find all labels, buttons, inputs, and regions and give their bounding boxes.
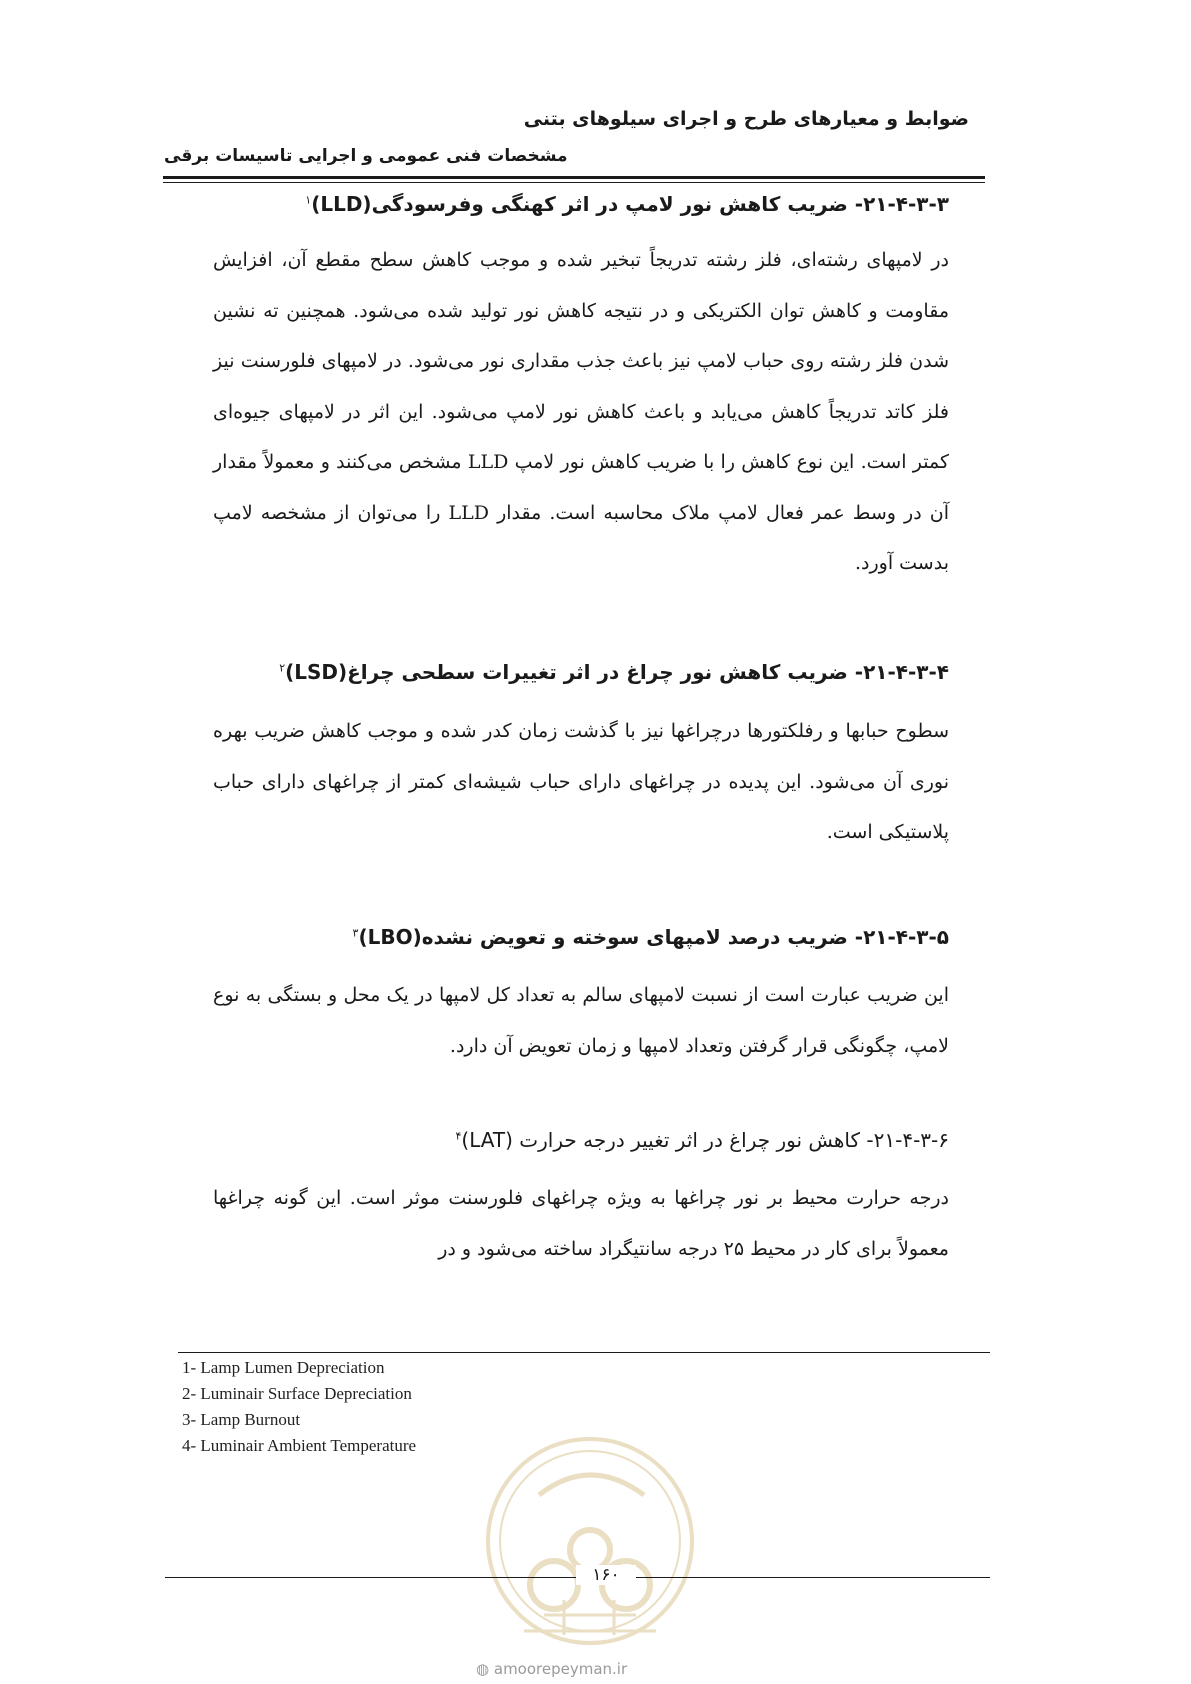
section-heading-text: ۲۱-۴-۳-۴- ضریب کاهش نور چراغ در اثر تغییرات سطحی چراغ(LSD) (285, 660, 949, 684)
footnote-ref: ۱ (305, 193, 312, 207)
footnote-ref: ۴ (455, 1129, 462, 1143)
section-heading-text: ۲۱-۴-۳-۳- ضریب کاهش نور لامپ در اثر کهنگی وفرسودگی(LLD) (311, 192, 949, 216)
footnote-2: 2- Luminair Surface Depreciation (182, 1384, 412, 1403)
running-header-book-title: ضوابط و معیارهای طرح و اجرای سیلوهای بتنی (523, 108, 969, 130)
footnote-4: 4- Luminair Ambient Temperature (182, 1436, 417, 1455)
footnote-rule (178, 1352, 990, 1353)
section-heading-text: ۲۱-۴-۳-۵- ضریب درصد لامپهای سوخته و تعویض نشده(LBO) (358, 925, 949, 949)
watermark-url: amoorepeyman.ir (493, 1660, 628, 1678)
section-paragraph-lat: درجه حرارت محیط بر نور چراغها به ویژه چراغهای فلورسنت موثر است. این گونه چراغها معمولاً برای کار در محیط ۲۵ درجه سانتیگراد ساخته می‌شود و در (213, 1187, 949, 1260)
section-heading-text: ۲۱-۴-۳-۶- کاهش نور چراغ در اثر تغییر درجه حرارت (LAT) (461, 1128, 949, 1152)
section-heading-lbo (353, 925, 949, 949)
section-paragraph-lld: در لامپهای رشته‌ای، فلز رشته تدریجاً تبخیر شده و موجب کاهش سطح مقطع آن، افزایش مقاومت و کاهش توان الکتریکی و در نتیجه کاهش نور تولید شده می‌شود. همچنین ته نشین شدن فلز رشته روی حباب لامپ نیز باعث جذب مقداری نور می‌شود. در لامپهای فلورسنت نیز فلز کاتد تدریجاً کاهش می‌یابد و باعث کاهش نور لامپ می‌شود. این اثر در لامپهای جیوه‌ای کمتر است. این نوع کاهش را با ضریب کاهش نور لامپ LLD مشخص می‌کنند و معمولاً مقدار آن در وسط عمر فعال لامپ ملاک محاسبه است. مقدار LLD را می‌توان از مشخصه لامپ بدست آورد. (213, 249, 949, 574)
page-number: ۱۶۰ (576, 1565, 636, 1585)
section-heading-lsd (279, 660, 949, 684)
section-heading-lld (305, 192, 949, 216)
header-rule-thin (163, 182, 985, 183)
section-paragraph-lsd: سطوح حبابها و رفلکتورها درچراغها نیز با گذشت زمان کدر شده و موجب کاهش ضریب بهره نوری آن می‌شود. این پدیده در چراغهای دارای حباب شیشه‌ای کمتر از چراغهای دارای حباب پلاستیکی است. (213, 720, 949, 843)
section-paragraph-lbo: این ضریب عبارت است از نسبت لامپهای سالم به تعداد کل لامپها در یک محل و بستگی به نوع لامپ، چگونگی قرار گرفتن وتعداد لامپها و زمان تعویض آن دارد. (213, 984, 949, 1057)
globe-icon: ◍ (476, 1660, 490, 1678)
publisher-seal-icon (484, 1435, 696, 1647)
footnote-ref: ۲ (279, 661, 286, 675)
header-rule-thick (163, 176, 985, 179)
running-header-section-title: مشخصات فنی عمومی و اجرایی تاسیسات برقی (164, 146, 568, 166)
section-heading-lat (455, 1128, 949, 1152)
footnote-1: 1- Lamp Lumen Depreciation (182, 1358, 385, 1377)
footnote-3: 3- Lamp Burnout (182, 1410, 301, 1429)
footnote-ref: ۳ (352, 926, 359, 940)
watermark-footer (476, 1660, 627, 1678)
